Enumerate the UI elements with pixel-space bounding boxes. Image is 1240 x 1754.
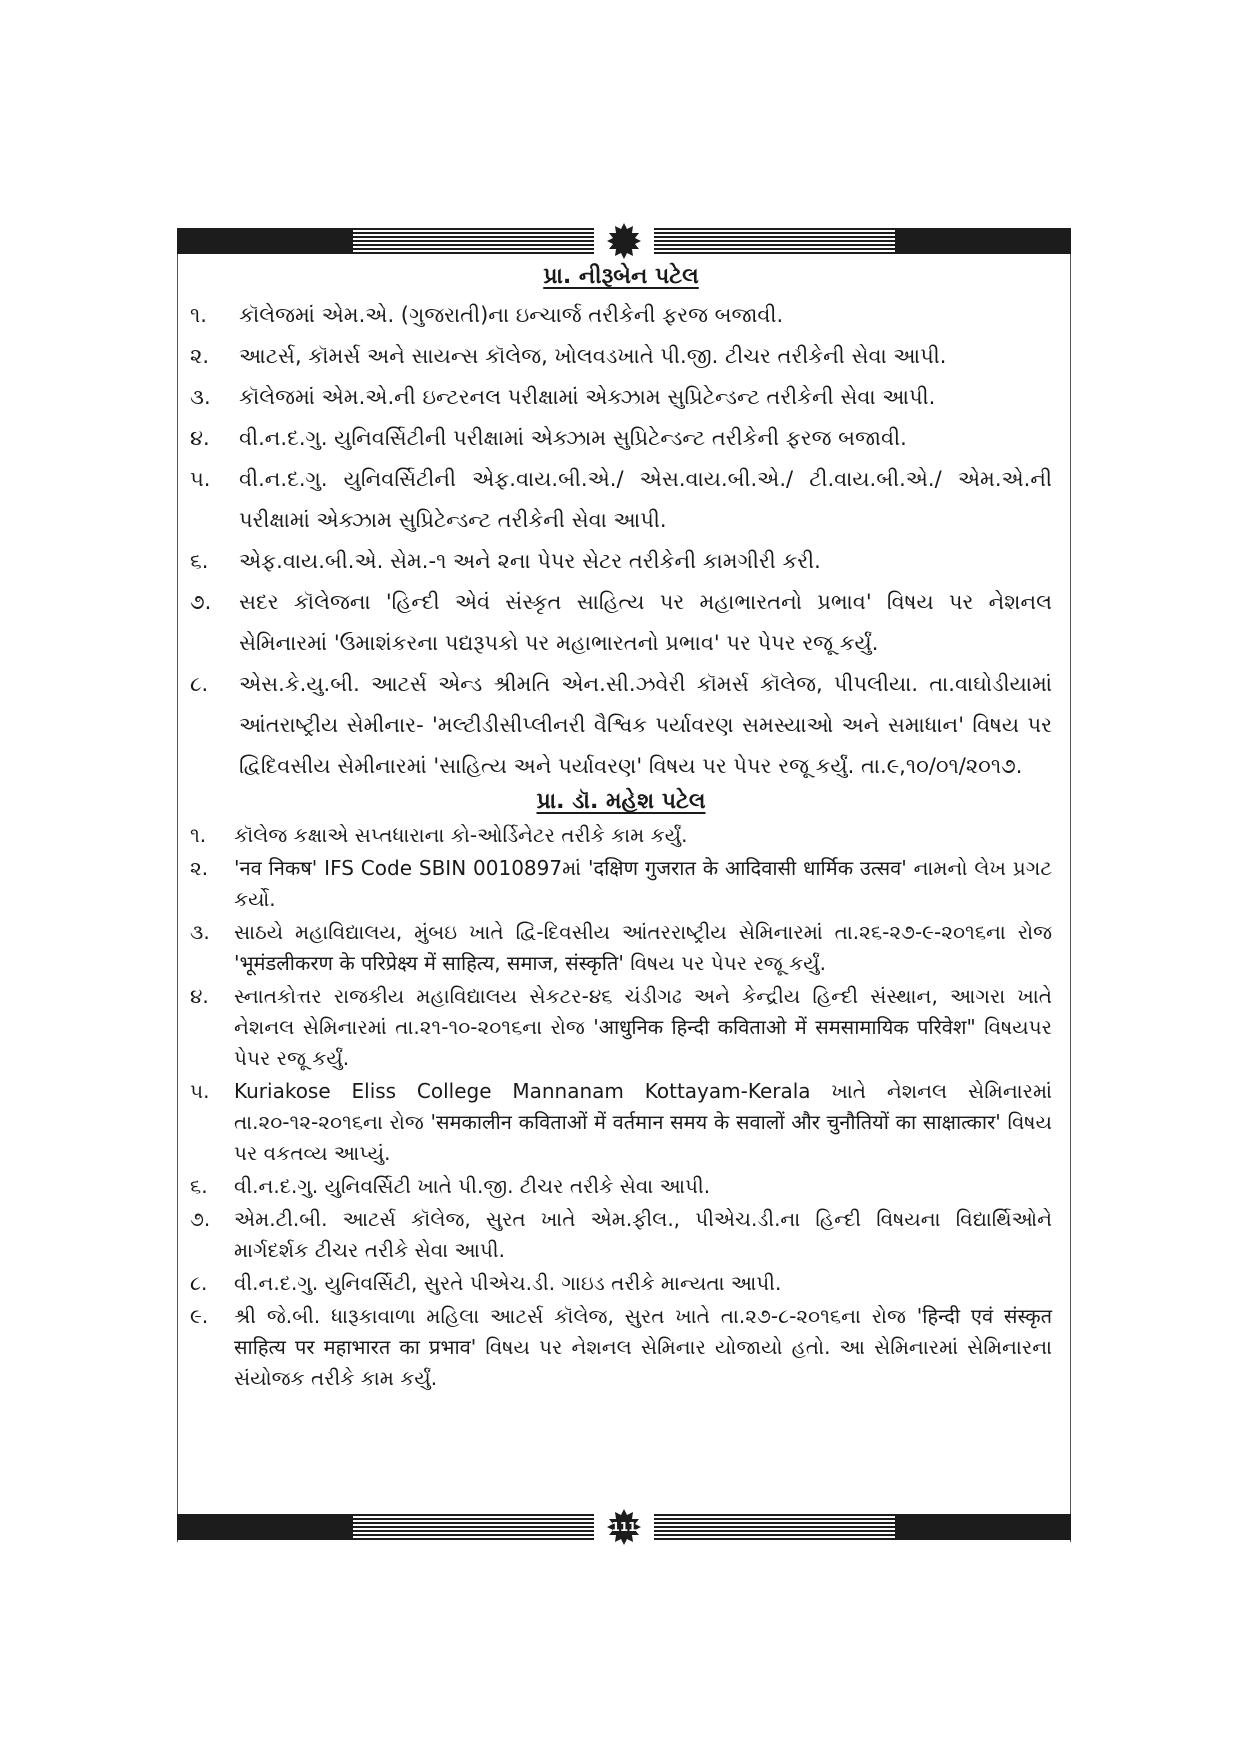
item-number: ૫. [190, 1079, 210, 1103]
item-number: ૮. [190, 1271, 208, 1295]
list-item [190, 582, 1052, 664]
item-text: વી.ન.દ.ગુ. યુનિવર્સિટીની એફ.વાય.બી.એ./ એસ.વાય.બી.એ./ ટી.વાય.બી.એ./ એમ.એ.ની પરીક્ષામાં એક્ઝામ સુપ્રિટેન્ડન્ટ તરીકેની સેવા આપી. [239, 467, 1052, 532]
item-number: ૧. [190, 823, 207, 847]
list-item [190, 853, 1052, 915]
list-item [190, 459, 1052, 541]
item-text: Kuriakose Eliss College Mannanam Kottayam-Kerala ખાતે નેશનલ સેમિનારમાં તા.૨૦-૧૨-૨૦૧૬ના રોજ 'समकालीन कविताओं में वर्तमान समय के सवालों और चुनौतियों का साक्षात्कार' વિષય પર વકતવ્ય આપ્યું. [234, 1079, 1052, 1165]
item-number: ૭. [190, 590, 212, 614]
item-number: ૨. [190, 856, 209, 880]
item-number: ૪. [190, 426, 210, 450]
header-sunburst-icon [604, 223, 644, 259]
item-number: ૨. [190, 344, 210, 368]
list-item [190, 418, 1052, 459]
footer-stripes-left [353, 1514, 594, 1540]
item-number: ૮. [190, 672, 209, 696]
header-stripes-left [353, 228, 594, 254]
item-text: 'नव निकष' IFS Code SBIN 0010897માં 'दक्षिण गुजरात के आदिवासी धार्मिक उत्सव' નામનો લેખ પ્રગટ કર્યો. [234, 856, 1052, 911]
item-text: એફ.વાય.બી.એ. સેમ.-૧ અને ૨ના પેપર સેટર તરીકેની કામગીરી કરી. [239, 549, 821, 573]
section-list-niruben [190, 295, 1052, 787]
item-text: કૉલેજમાં એમ.એ. (ગુજરાતી)ના ઇન્ચાર્જ તરીકેની ફરજ બજાવી. [239, 303, 784, 327]
list-item [190, 336, 1052, 377]
item-text: સ્નાતકોત્તર રાજકીય મહાવિદ્યાલય સેકટર-૪૬ ચંડીગઢ અને કેન્દ્રીય હિન્દી સંસ્થાન, આગરા ખાતે નેશનલ સેમિનારમાં તા.૨૧-૧૦-૨૦૧૬ના રોજ 'आधुनिक हिन्दी कविताओ में समसामायिक परिवेश" વિષયપર પેપર રજૂ કર્યું. [234, 984, 1052, 1070]
item-number: ૩. [190, 385, 211, 409]
footer-stripes-right [654, 1514, 895, 1540]
item-number: ૩. [190, 920, 210, 944]
footer-ornament [177, 1514, 1071, 1540]
item-number: ૬. [190, 549, 209, 573]
item-number: ૭. [190, 1207, 211, 1231]
list-item [190, 1268, 1052, 1299]
footer-bar-left [177, 1514, 353, 1540]
list-item [190, 295, 1052, 336]
list-item [190, 541, 1052, 582]
item-text: વી.ન.દ.ગુ. યુનિવર્સિટી ખાતે પી.જી. ટીચર તરીકે સેવા આપી. [234, 1174, 711, 1198]
item-text: કૉલેજ કક્ષાએ સપ્તધારાના કો-ઓર્ડિનેટર તરીકે કામ કર્યું. [234, 823, 688, 847]
page-number: 111 [611, 1520, 637, 1534]
item-text: એમ.ટી.બી. આટર્સ કૉલેજ, સુરત ખાતે એમ.ફીલ., પીએચ.ડી.ના હિન્દી વિષયના વિદ્યાર્થિઓને માર્ગદર્શક ટીચર તરીકે સેવા આપી. [234, 1207, 1052, 1262]
item-text: આટર્સ, કૉમર્સ અને સાયન્સ કૉલેજ, ખોલવડખાતે પી.જી. ટીચર તરીકેની સેવા આપી. [239, 344, 947, 368]
item-text: સદર કૉલેજના 'હિન્દી એવં સંસ્કૃત સાહિત્ય પર મહાભારતનો પ્રભાવ' વિષય પર નેશનલ સેમિનારમાં 'ઉમાશંકરના પદ્યરૂપકો પર મહાભારતનો પ્રભાવ' પર પેપર રજૂ કર્યું. [239, 590, 1052, 655]
item-number: ૬. [190, 1174, 208, 1198]
list-item [190, 981, 1052, 1074]
page-content [190, 262, 1052, 1396]
item-text: સાઠયે મહાવિદ્યાલય, મુંબઇ ખાતે દ્વિ-દિવસીય આંતરરાષ્ટ્રીય સેમિનારમાં તા.૨૬-૨૭-૯-૨૦૧૬ના રોજ 'भूमंडलीकरण के परिप्रेक्ष्य में साहित्य, समाज, संस्कृति' વિષય પર પેપર રજૂ કર્યું. [234, 920, 1052, 975]
section-list-mahesh [190, 820, 1052, 1394]
header-bar-right [895, 228, 1071, 254]
list-item [190, 1204, 1052, 1266]
footer-bar-right [895, 1514, 1071, 1540]
list-item [190, 664, 1052, 787]
item-text: શ્રી જે.બી. ધારૂકાવાળા મહિલા આટર્સ કૉલેજ, સુરત ખાતે તા.૨૭-૮-૨૦૧૬ના રોજ 'हिन्दी एवं संस्कृत साहित्य पर महाभारत का प्रभाव' વિષય પર નેશનલ સેમિનાર યોજાયો હતો. આ સેમિનારમાં સેમિનારના સંયોજક તરીકે કામ કર્યું. [234, 1304, 1052, 1390]
item-number: ૧. [190, 303, 207, 327]
list-item [190, 1076, 1052, 1169]
header-bar-left [177, 228, 353, 254]
item-text: એસ.કે.યુ.બી. આટર્સ એન્ડ શ્રીમતિ એન.સી.ઝવેરી કૉમર્સ કૉલેજ, પીપલીયા. તા.વાઘોડીયામાં આંતરાષ્ટ્રીય સેમીનાર- 'મલ્ટીડીસીપ્લીનરી વૈશ્વિક પર્યાવરણ સમસ્યાઓ અને સમાધાન' વિષય પર દ્વિદિવસીય સેમીનારમાં 'સાહિત્ય અને પર્યાવરણ' વિષય પર પેપર રજૂ કર્યું. તા.૯,૧૦/૦૧/૨૦૧૭. [239, 672, 1052, 778]
list-item [190, 1301, 1052, 1394]
list-item [190, 917, 1052, 979]
item-number: ૯. [190, 1304, 209, 1328]
page-number-badge [604, 1509, 644, 1545]
list-item [190, 820, 1052, 851]
list-item [190, 1171, 1052, 1202]
list-item [190, 377, 1052, 418]
item-number: ૪. [190, 984, 209, 1008]
item-text: કૉલેજમાં એમ.એ.ની ઇન્ટરનલ પરીક્ષામાં એક્ઝામ સુપ્રિટેન્ડન્ટ તરીકેની સેવા આપી. [239, 385, 936, 409]
item-text: વી.ન.દ.ગુ. યુનિવર્સિટી, સુરતે પીએચ.ડી. ગાઇડ તરીકે માન્યતા આપી. [234, 1271, 782, 1295]
item-number: ૫. [190, 467, 211, 491]
item-text: વી.ન.દ.ગુ. યુનિવર્સિટીની પરીક્ષામાં એક્ઝામ સુપ્રિટેન્ડન્ટ તરીકેની ફરજ બજાવી. [239, 426, 907, 450]
section-title-niruben: પ્રા. નીરૂબેન પટેલ [543, 264, 699, 289]
header-stripes-right [654, 228, 895, 254]
header-ornament [177, 228, 1071, 254]
section-title-mahesh: પ્રા. ડૉ. મહેશ પટેલ [536, 789, 706, 814]
